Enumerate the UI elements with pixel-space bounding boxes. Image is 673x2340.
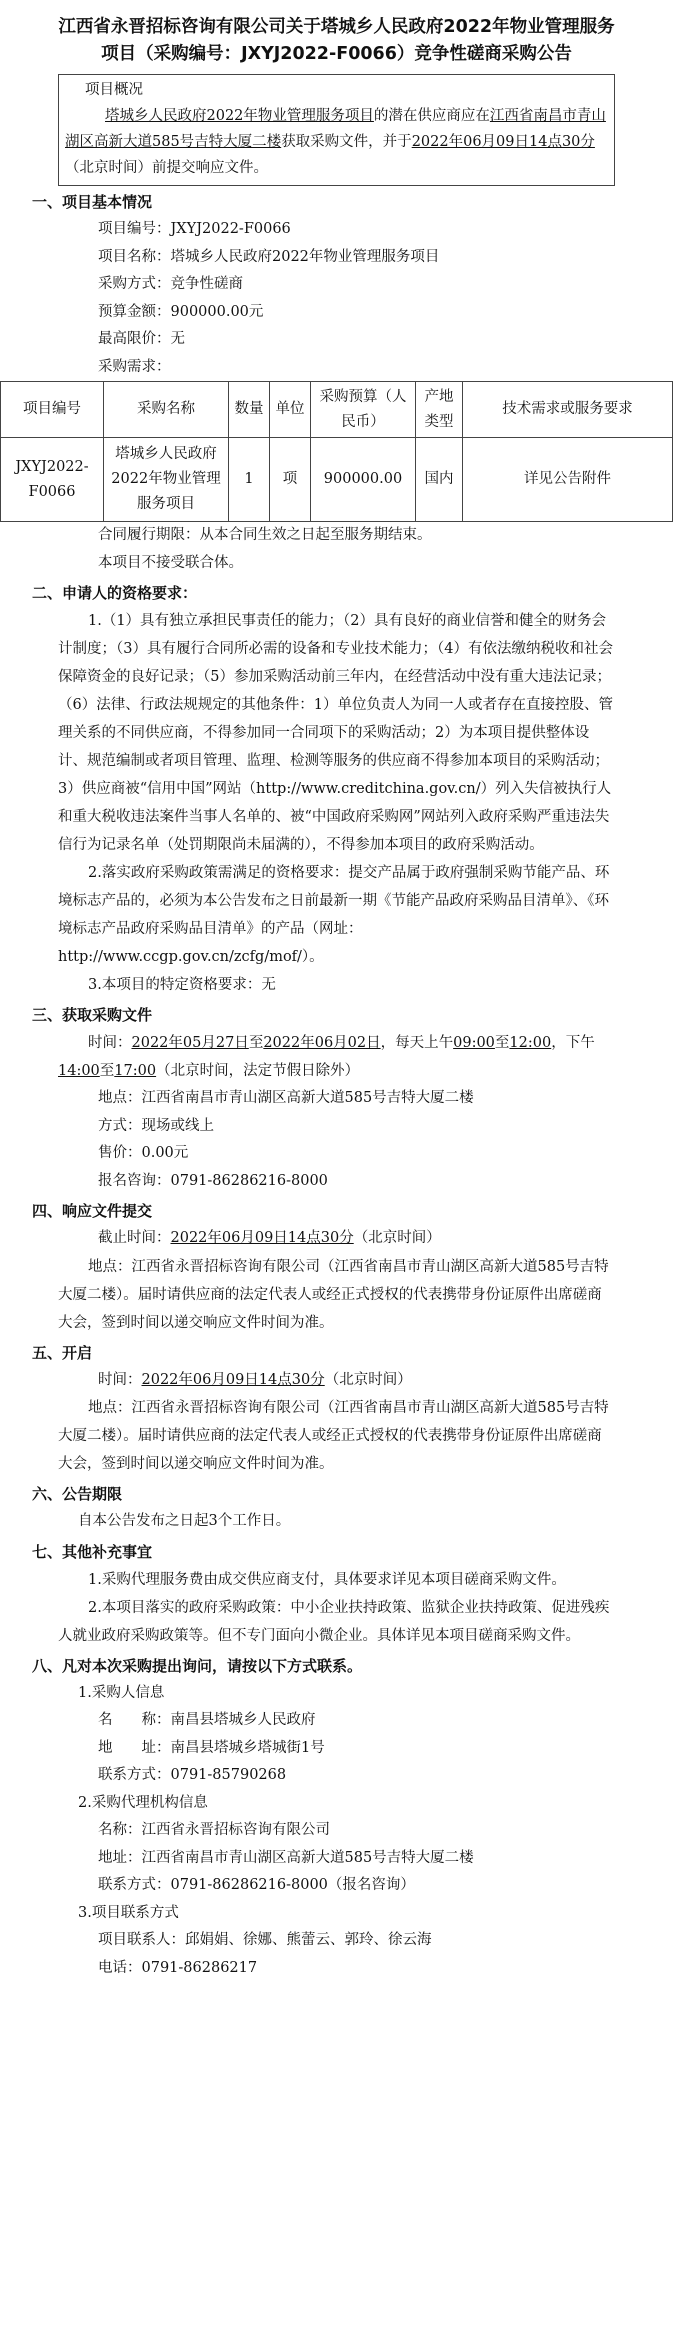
afternoon-start: 14:00: [58, 1063, 100, 1079]
text-part: （北京时间）: [324, 1371, 412, 1388]
overview-text-part: 的潜在供应商应在: [373, 108, 490, 124]
purchaser-info-heading: 1.采购人信息: [78, 1684, 165, 1701]
submission-deadline: [58, 1225, 615, 1253]
text-part: ，每天上午: [380, 1035, 454, 1051]
purchaser-address: 地 址：南昌县塔城乡塔城街1号: [98, 1739, 325, 1756]
text-part: 至: [248, 1035, 264, 1051]
text-part: （北京时间）: [353, 1230, 441, 1246]
project-name: 项目名称：塔城乡人民政府2022年物业管理服务项目: [98, 248, 440, 265]
agency-address: 地址：江西省南昌市青山湖区高新大道585号吉特大厦二楼: [98, 1849, 474, 1866]
registration-phone: 报名咨询：0791-86286216-8000: [98, 1172, 328, 1189]
table-header: 数量: [229, 382, 270, 438]
agency-fee-note: 1.采购代理服务费由成交供应商支付，具体要求详见本项目磋商采购文件。: [88, 1571, 566, 1588]
opening-location: 地点：江西省永晋招标咨询有限公司（江西省南昌市青山湖区高新大道585号吉特大厦二楼）。届时请供应商的法定代表人或经正式授权的代表携带身份证原件出席磋商大会，签到时间以递交响应文件时间为准。: [58, 1400, 609, 1472]
project-overview-box: [58, 74, 615, 186]
overview-text-part: （北京时间）前提交响应文件。: [65, 160, 268, 176]
table-header: 采购名称: [104, 382, 229, 438]
text-part: 截止时间：: [98, 1230, 171, 1246]
opening-time: [58, 1367, 615, 1395]
announcement-period: 自本公告发布之日起3个工作日。: [78, 1513, 291, 1529]
morning-start: 09:00: [453, 1035, 495, 1051]
project-contact-heading: 3.项目联系方式: [78, 1904, 179, 1921]
agency-phone: 联系方式：0791-86286216-8000（报名咨询）: [98, 1877, 415, 1893]
section-heading-4: 四、响应文件提交: [32, 1202, 153, 1220]
acquisition-method: 方式：现场或线上: [98, 1117, 214, 1134]
agency-name: 名称：江西省永晋招标咨询有限公司: [98, 1822, 330, 1838]
text-part: 至: [494, 1035, 510, 1051]
section-heading-2: 二、申请人的资格要求：: [32, 584, 198, 602]
section-heading-6: 六、公告期限: [32, 1485, 123, 1503]
project-contact-phone: 电话：0791-86286217: [98, 1959, 258, 1976]
table-cell: 1: [229, 438, 270, 522]
overview-address: 江西省南昌市青山湖区高新大道585号吉特大厦二楼: [65, 108, 606, 150]
table-header: 产地类型: [416, 382, 463, 438]
overview-project-name: 塔城乡人民政府2022年物业管理服务项目: [105, 108, 374, 124]
overview-deadline: 2022年06月09日14点30分: [411, 134, 595, 150]
purchaser-phone: 联系方式：0791-85790268: [98, 1767, 287, 1783]
qualification-specific: 3.本项目的特定资格要求：无: [88, 977, 276, 993]
acquisition-location: 地点：江西省南昌市青山湖区高新大道585号吉特大厦二楼: [98, 1090, 474, 1106]
table-header: 项目编号: [1, 382, 104, 438]
table-cell: 详见公告附件: [463, 438, 673, 522]
afternoon-end: 17:00: [114, 1063, 157, 1079]
table-row: [1, 438, 673, 522]
overview-text: [65, 103, 608, 181]
start-date: 2022年05月27日: [131, 1035, 249, 1051]
table-header: 单位: [270, 382, 311, 438]
procurement-requirements-label: 采购需求：: [98, 358, 171, 375]
budget-amount: 预算金额：900000.00元: [98, 303, 264, 320]
project-number: 项目编号：JXYJ2022-F0066: [98, 221, 291, 237]
text-part: 至: [99, 1063, 115, 1079]
time-label: 时间：: [88, 1035, 132, 1051]
qualification-general: 1.（1）具有独立承担民事责任的能力；（2）具有良好的商业信誉和健全的财务会计制度；（3）具有履行合同所必需的设备和专业技术能力；（4）有依法缴纳税收和社会保障资金的良好记录；（5）参加采购活动前三年内，在经营活动中没有重大违法记录； （6）法律、行政法规规定的其他条件：1）单位负责人为同一人或者存在直接控股、管理关系的不同供应商，不得参加同一合同项下的采购活动；2）为本项目提供整体设计、规范编制或者项目管理、监理、检测等服务的供应商不得参加本项目的采购活动；3）供应商被“信用中国”网站（http://www.creditchina.gov.cn/）列入失信被执行人和重大税收违法案件当事人名单的、被“中国政府采购网”网站列入政府采购严重违法失信行为记录名单（处罚期限尚未届满的），不得参加本项目的政府采购活动。: [58, 613, 613, 853]
agency-info-heading: 2.采购代理机构信息: [78, 1794, 208, 1811]
section-heading-8: 八、凡对本次采购提出询问，请按以下方式联系。: [32, 1656, 363, 1675]
table-header-row: [1, 382, 673, 438]
overview-heading: 项目概况: [85, 82, 143, 98]
document-acquisition-time: [58, 1029, 615, 1085]
procurement-method: 采购方式：竞争性磋商: [98, 276, 243, 292]
table-cell: 项: [270, 438, 311, 522]
section-heading-7: 七、其他补充事宜: [32, 1542, 153, 1561]
morning-end: 12:00: [509, 1035, 552, 1051]
purchaser-name: 名 称：南昌县塔城乡人民政府: [98, 1712, 316, 1728]
table-cell: 塔城乡人民政府2022年物业管理服务项目: [104, 438, 229, 522]
project-contacts: 项目联系人：邱娟娟、徐娜、熊蕾云、郭玲、徐云海: [98, 1932, 432, 1948]
section-heading-3: 三、获取采购文件: [32, 1006, 153, 1024]
document-title: 江西省永晋招标咨询有限公司关于塔城乡人民政府2022年物业管理服务项目（采购编号：JXYJ2022-F0066）竞争性磋商采购公告: [58, 17, 615, 64]
max-price: 最高限价：无: [98, 331, 185, 347]
submission-location: 地点：江西省永晋招标咨询有限公司（江西省南昌市青山湖区高新大道585号吉特大厦二楼）。届时请供应商的法定代表人或经正式授权的代表携带身份证原件出席磋商大会，签到时间以递交响应文件时间为准。: [58, 1258, 609, 1331]
table-header: 技术需求或服务要求: [463, 382, 673, 438]
section-heading-5: 五、开启: [32, 1343, 93, 1362]
section-heading-1: 一、项目基本情况: [32, 193, 153, 211]
opening-date: 2022年06月09日14点30分: [141, 1371, 325, 1388]
overview-text-part: 获取采购文件，并于: [281, 134, 412, 150]
contract-period: 合同履行期限：从本合同生效之日起至服务期结束。: [98, 527, 432, 543]
document-price: 售价：0.00元: [98, 1145, 189, 1161]
policy-note: 2.本项目落实的政府采购政策：中小企业扶持政策、监狱企业扶持政策、促进残疾人就业政府采购政策等。但不专门面向小微企业。具体详见本项目磋商采购文件。: [58, 1599, 610, 1644]
table-cell: JXYJ2022-F0066: [1, 438, 104, 522]
table-cell: 国内: [416, 438, 463, 522]
qualification-policy: 2.落实政府采购政策需满足的资格要求：提交产品属于政府强制采购节能产品、环境标志产品的，必须为本公告发布之日前最新一期《节能产品政府采购品目清单》、《环境标志产品政府采购品目清单》的产品（网址：http://www.ccgp.gov.cn/zcfg/mof/）。: [58, 865, 610, 965]
table-header: 采购预算（人民币）: [311, 382, 416, 438]
no-consortium: 本项目不接受联合体。: [98, 554, 243, 571]
table-cell: 900000.00: [311, 438, 416, 522]
text-part: （北京时间，法定节假日除外）: [156, 1063, 360, 1079]
end-date: 2022年06月02日: [263, 1035, 381, 1051]
text-part: 时间：: [98, 1371, 142, 1388]
procurement-table: [0, 381, 673, 522]
deadline-date: 2022年06月09日14点30分: [170, 1230, 354, 1246]
text-part: ，下午: [551, 1035, 595, 1051]
